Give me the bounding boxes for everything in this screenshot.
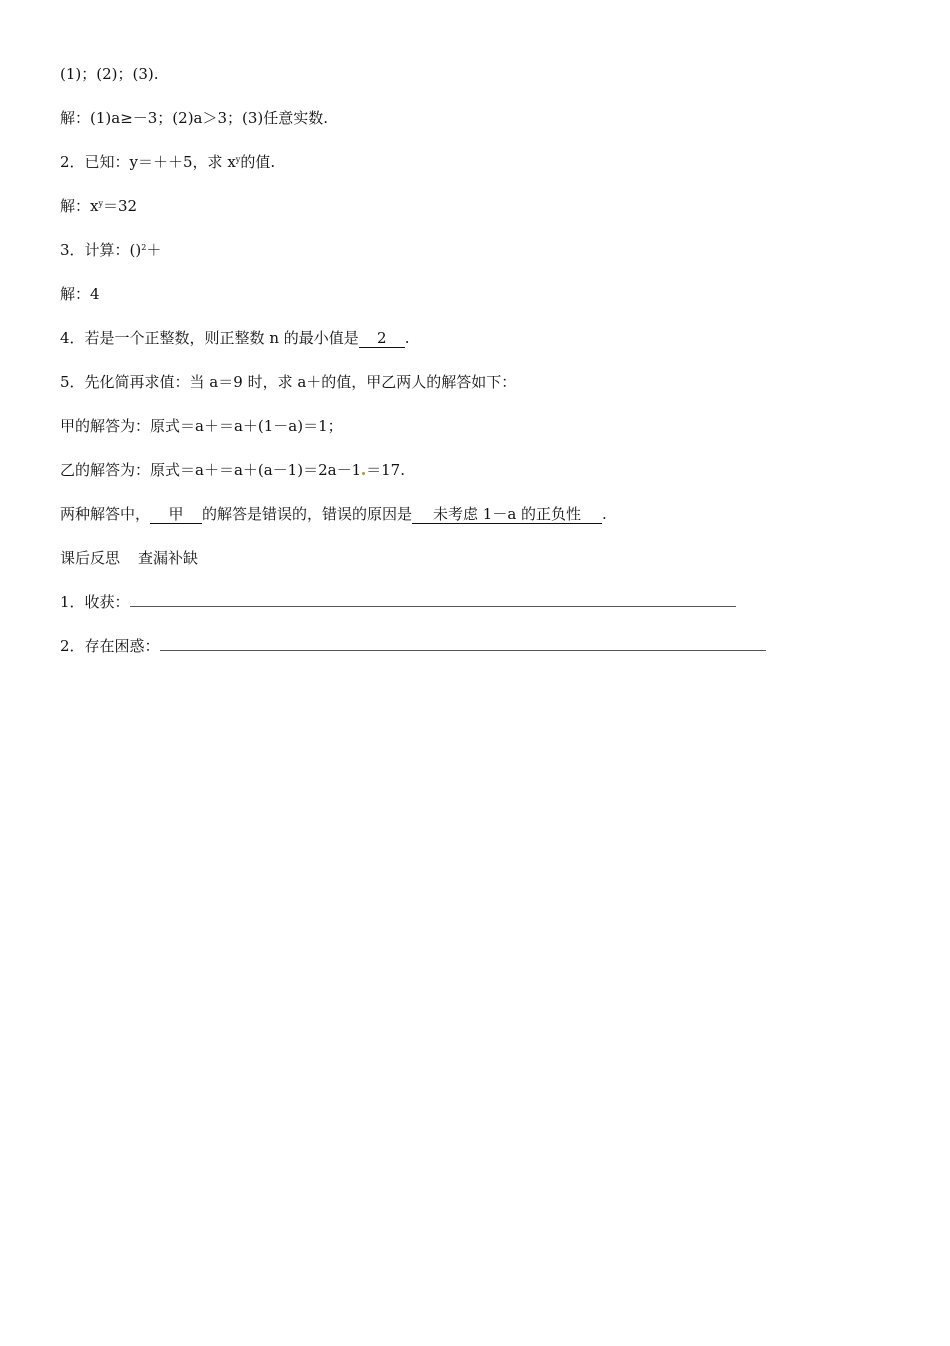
q3-question bbox=[60, 240, 161, 260]
gain-label: 1．收获： bbox=[60, 593, 130, 611]
q4-answer-blank: 2 bbox=[359, 329, 405, 348]
q3-exponent: 2 bbox=[141, 243, 147, 252]
q2-question bbox=[60, 152, 275, 172]
doubt-label: 2．存在困惑： bbox=[60, 637, 160, 655]
q5-who-blank: 甲 bbox=[150, 505, 202, 524]
q1-parts: (1)；(2)；(3). bbox=[60, 65, 159, 83]
q4-prefix: 4．若是一个正整数，则正整数 n 的最小值是 bbox=[60, 329, 359, 347]
q5-conclusion-suffix: . bbox=[602, 505, 607, 523]
q4-suffix: . bbox=[404, 329, 410, 347]
q4-question bbox=[60, 328, 410, 348]
q5-conclusion-mid: 的解答是错误的，错误的原因是 bbox=[202, 505, 413, 523]
reflection-subtitle: 查漏补缺 bbox=[138, 549, 199, 567]
q5-yi-solution bbox=[60, 460, 405, 480]
q2-answer bbox=[60, 196, 137, 216]
q2-exponent: y bbox=[235, 155, 241, 164]
q1-answer: 解：(1)a≥－3；(2)a＞3；(3)任意实数. bbox=[60, 109, 329, 127]
q5-conclusion bbox=[60, 504, 607, 524]
gain-row bbox=[60, 592, 736, 612]
doubt-row bbox=[60, 636, 766, 656]
q3-suffix: ＋ bbox=[146, 241, 162, 259]
q5-reason-blank: 未考虑 1－a 的正负性 bbox=[412, 505, 602, 524]
doubt-write-line[interactable] bbox=[160, 636, 766, 651]
q2-answer-suffix: ＝32 bbox=[103, 197, 138, 215]
q3-prefix: 3．计算：() bbox=[60, 241, 142, 259]
reflection-title: 课后反思 bbox=[60, 549, 121, 567]
reflection-heading bbox=[60, 548, 198, 568]
q5-yi-part-b: ＝17. bbox=[366, 461, 405, 479]
q5-stem: 5．先化简再求值：当 a＝9 时，求 a＋的值，甲乙两人的解答如下： bbox=[60, 373, 517, 391]
q2-prefix: 2．已知：y＝＋＋5，求 x bbox=[60, 153, 236, 171]
q5-jia-solution: 甲的解答为：原式＝a＋＝a＋(1－a)＝1； bbox=[60, 417, 343, 435]
q2-suffix: 的值. bbox=[240, 153, 276, 171]
gain-write-line[interactable] bbox=[130, 592, 736, 607]
q5-yi-part-a: 乙的解答为：原式＝a＋＝a＋(a－1)＝2a－1 bbox=[60, 461, 362, 479]
q2-answer-exponent: y bbox=[98, 199, 103, 208]
q2-answer-prefix: 解：x bbox=[60, 197, 99, 215]
mark-dot-icon bbox=[362, 472, 365, 475]
q5-conclusion-prefix: 两种解答中， bbox=[60, 505, 151, 523]
q3-answer: 解：4 bbox=[60, 285, 100, 303]
